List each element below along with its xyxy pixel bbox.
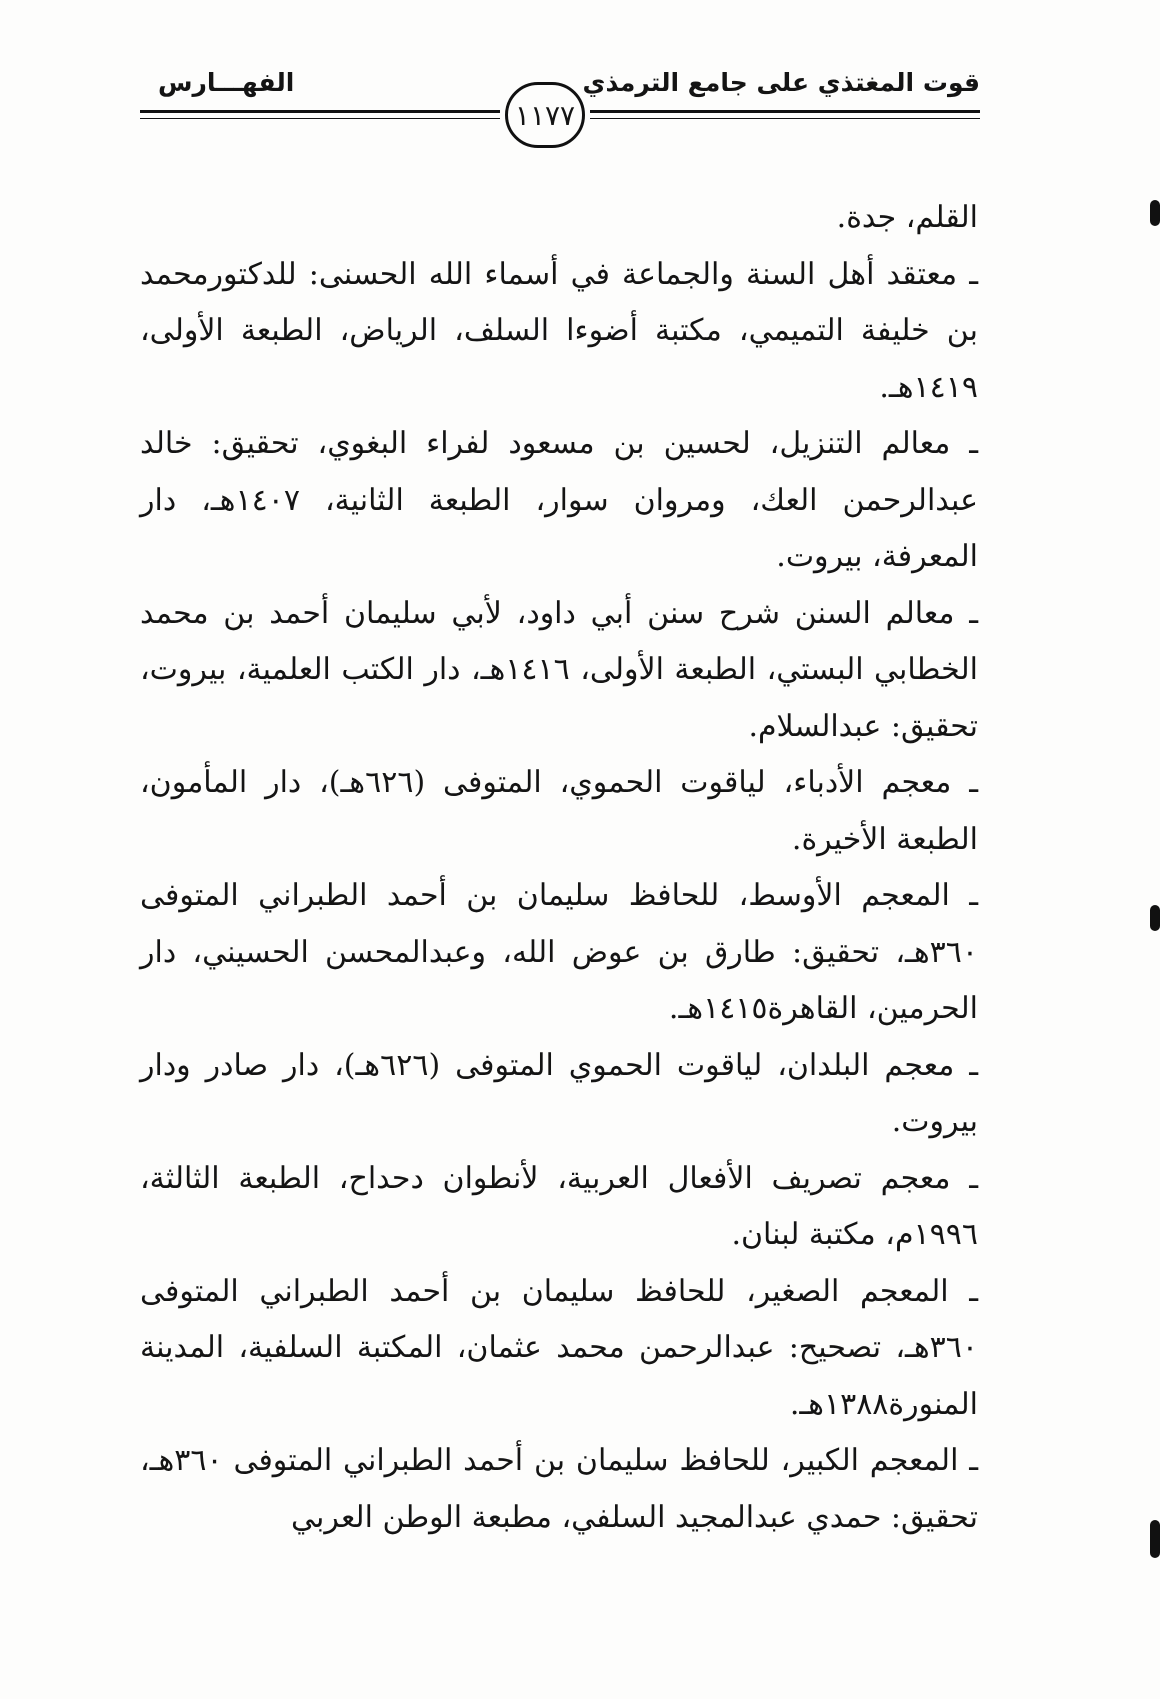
binding-mark-middle [1150, 905, 1160, 931]
header-rule-right-top [590, 110, 980, 113]
binding-mark-bottom [1150, 1520, 1160, 1558]
section-title: الفهـــارس [158, 68, 295, 97]
header-rule-left-bottom [140, 118, 500, 119]
bibliography-entry: القلم، جدة. [836, 200, 978, 235]
bibliography-entry: ـ المعجم الصغير، للحافظ سليمان بن أحمد الطبراني المتوفى ٣٦٠هـ، تصحيح: عبدالرحمن محمد عثمان، المكتبة السلفية، المدينة المنورة١٣٨٨هـ. [140, 1273, 978, 1422]
bibliography-entry: ـ معجم البلدان، لياقوت الحموي المتوفى (٦٢٦هـ)، دار صادر ودار بيروت. [140, 1047, 978, 1139]
header-rule-right-bottom [590, 118, 980, 119]
bibliography-entry: ـ المعجم الكبير، للحافظ سليمان بن أحمد الطبراني المتوفى ٣٦٠هـ، تحقيق: حمدي عبدالمجيد السلفي، مطبعة الوطن العربي [140, 1443, 979, 1535]
bibliography-list [140, 190, 978, 1546]
header-rule-left-top [140, 110, 500, 113]
running-header [140, 62, 980, 162]
book-title: قوت المغتذي على جامع الترمذي [582, 68, 980, 97]
bibliography-entry: ـ معجم تصريف الأفعال العربية، لأنطوان دحداح، الطبعة الثالثة، ١٩٩٦م، مكتبة لبنان. [140, 1160, 978, 1252]
bibliography-entry: ـ معتقد أهل السنة والجماعة في أسماء الله الحسنى: للدكتورمحمد بن خليفة التميمي، مكتبة أضوءا السلف، الرياض، الطبعة الأولى، ١٤١٩هـ. [140, 256, 978, 405]
bibliography-entry: ـ معجم الأدباء، لياقوت الحموي، المتوفى (٦٢٦هـ)، دار المأمون، الطبعة الأخيرة. [140, 765, 978, 857]
binding-mark-top [1150, 200, 1160, 226]
bibliography-entry: ـ المعجم الأوسط، للحافظ سليمان بن أحمد الطبراني المتوفى ٣٦٠هـ، تحقيق: طارق بن عوض الله، وعبدالمحسن الحسيني، دار الحرمين، القاهرة١٤١٥هـ. [140, 878, 978, 1026]
bibliography-entry: ـ معالم السنن شرح سنن أبي داود، لأبي سليمان أحمد بن محمد الخطابي البستي، الطبعة الأولى، ١٤١٦هـ، دار الكتب العلمية، بيروت، تحقيق: عبدالسلام. [140, 595, 978, 744]
bibliography-entry: ـ معالم التنزيل، لحسين بن مسعود لفراء البغوي، تحقيق: خالد عبدالرحمن العك، ومروان سوار، الطبعة الثانية، ١٤٠٧هـ، دار المعرفة، بيروت. [140, 426, 978, 574]
page-number: ١١٧٧ [505, 82, 585, 148]
